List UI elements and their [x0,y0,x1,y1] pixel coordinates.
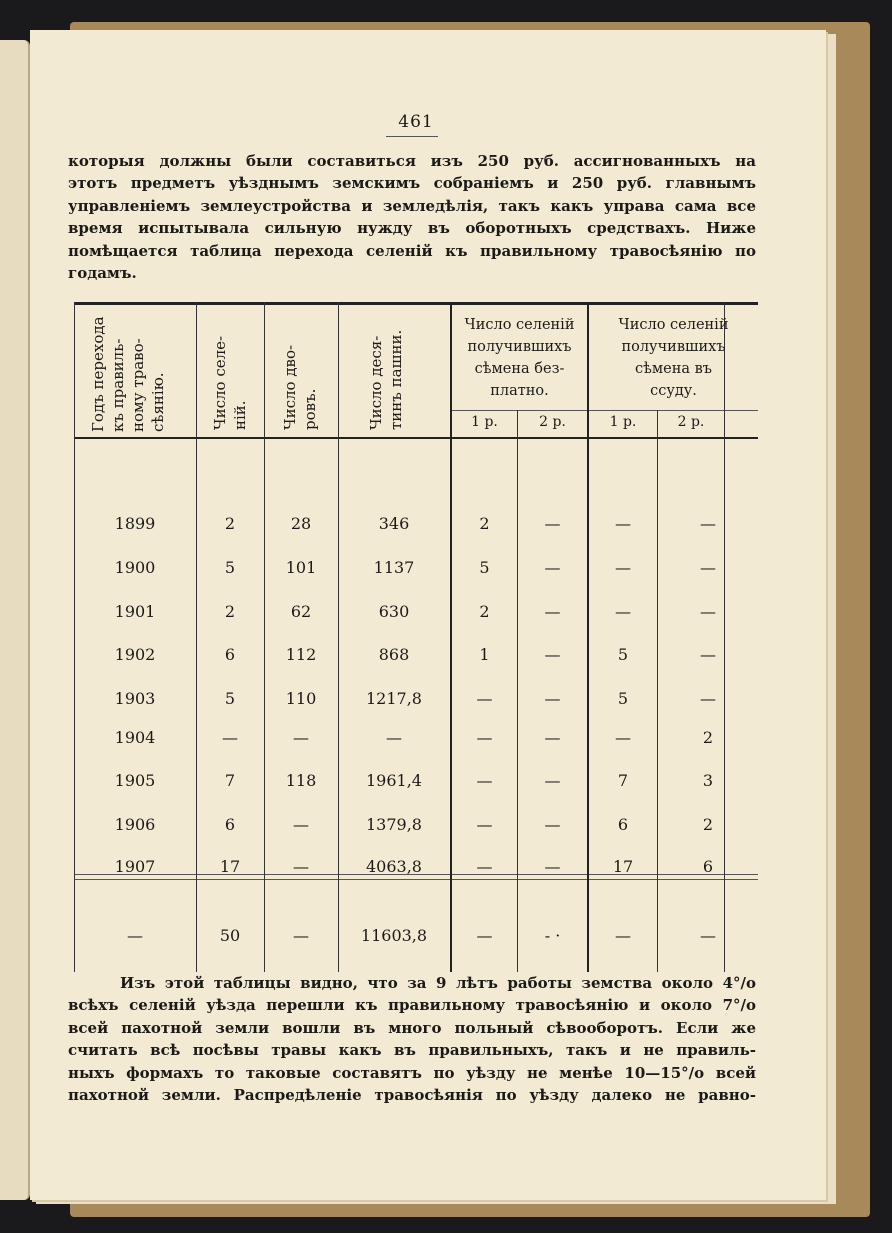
header-line: Число дво- [281,344,299,430]
facing-page-edge [0,40,30,1200]
table-cell: 630 [378,602,410,621]
table-cell: 1137 [373,558,415,577]
header-desyatins [366,320,406,430]
table-cell: — [476,857,493,876]
table-cell: 112 [285,645,317,664]
table-cell: 6 [224,645,236,664]
table-cell: 5 [617,645,629,664]
table-cell: — [544,645,561,664]
header-line: платно. [490,383,549,399]
table-cell: 6 [617,815,629,834]
table-cell: 7 [617,771,629,790]
page-number-underline [386,136,438,137]
table-cell: — [615,728,631,747]
table-cell: 5 [224,558,236,577]
year-cell: 1901 [114,602,156,621]
total-cell: — [476,926,493,945]
table-cell: 3 [702,771,714,790]
paragraph-top [68,150,756,284]
table-cell: — [222,728,238,747]
total-rule-2 [74,879,758,880]
table-cell: 2 [702,815,714,834]
header-villages [210,326,250,430]
header-line: къ правиль- [109,338,127,432]
table-cell: — [615,558,631,577]
table-cell: 62 [290,602,312,621]
table-cell: — [615,514,631,533]
text-line: помѣщается таблица перехода селеній къ правильному травосѣянію по [68,241,756,260]
total-cell: 50 [219,926,241,945]
header-line: ровъ. [301,388,319,430]
header-line: получившихъ [467,339,572,355]
text-line: этотъ предметъ уѣзднымъ земскимъ собраніемъ и 250 руб. главнымъ [68,174,756,193]
subheader-rule [452,410,758,411]
text-line: управленіемъ землеустройства и земледѣлія, такъ какъ управа сама все [68,196,756,215]
table-cell: 2 [479,602,490,621]
header-line: ному траво- [129,338,147,432]
text-line: ныхъ формахъ то таковые составятъ по уѣзду не менѣе 10—15°/o всей [68,1063,756,1082]
subheader-cell: 2 р. [539,414,566,430]
table-cell: — [476,689,493,708]
table-cell: — [615,602,631,621]
table-cell: 1217,8 [366,689,422,708]
table-cell: 2 [224,514,236,533]
table-cell: 1 [479,645,490,664]
table-cell: — [544,514,561,533]
table-cell: 7 [224,771,236,790]
text-line: Изъ этой таблицы видно, что за 9 лѣтъ работы земства около 4°/o [120,974,756,992]
header-line: тинъ пашни. [387,329,405,430]
table-cell: — [293,728,309,747]
total-cell: — [615,926,631,945]
subheader-cell: 1 р. [609,414,637,430]
table-cell: 17 [219,857,241,876]
year-cell: 1903 [114,689,156,708]
table-cell: — [544,728,561,747]
table-cell: 868 [378,645,410,664]
total-cell: — [293,926,309,945]
header-line: сѣянію. [149,372,167,432]
subheader-cell: 2 р. [677,414,705,430]
table-cell: 6 [702,857,714,876]
year-cell: 1902 [114,645,156,664]
table-cell: — [293,815,309,834]
table-cell: — [700,558,716,577]
header-line: сѣмена въ [634,361,713,377]
total-cell: — [127,926,143,945]
total-cell: - · [544,926,561,945]
table-cell: 28 [290,514,312,533]
header-line: Число селеній [464,317,575,333]
table-cell: — [476,771,493,790]
paragraph-bottom [68,972,756,1106]
total-cell: 11603,8 [360,926,428,945]
header-line: Число селеній [618,317,729,333]
table-cell: — [544,857,561,876]
book-page [30,30,826,1200]
table-cell: 5 [224,689,236,708]
table-cell: — [700,645,716,664]
table-cell: 2 [224,602,236,621]
header-line: Число селе- [211,335,229,430]
year-cell: 1904 [114,728,156,747]
table-cell: — [544,689,561,708]
year-cell: 1906 [114,815,156,834]
table-cell: 101 [285,558,317,577]
table-cell: 2 [479,514,490,533]
table-cell: 1379,8 [366,815,422,834]
total-cell: — [700,926,716,945]
table-cell: — [293,857,309,876]
text-line: которыя должны были составиться изъ 250 руб. ассигнованныхъ на [68,152,756,170]
table-cell: — [544,602,561,621]
table-cell: 1961,4 [366,771,422,790]
header-year [88,314,168,432]
table-cell: 5 [479,558,490,577]
table-cell: 110 [285,689,317,708]
table-cell: — [476,728,493,747]
text-line: пахотной земли. Распредѣленіе травосѣянія по уѣзду далеко не равно- [68,1086,756,1105]
year-cell: 1900 [114,558,156,577]
header-bottom-rule [74,437,758,439]
table-cell: 118 [285,771,317,790]
text-line: всей пахотной земли вошли въ много польный сѣвооборотъ. Если же [68,1018,756,1037]
header-line: ссуду. [650,383,697,399]
header-line: ній. [231,400,249,430]
page-number: 461 [398,112,434,132]
text-line: всѣхъ селеній уѣзда перешли къ правильному травосѣянію и около 7°/o [68,996,756,1015]
year-cell: 1907 [114,857,156,876]
year-cell: 1905 [114,771,156,790]
table-cell: — [700,689,716,708]
table-cell: — [544,771,561,790]
table-cell: — [544,558,561,577]
transition-table [74,302,758,972]
text-line: время испытывала сильную нужду въ оборотныхъ средствахъ. Ниже [68,219,756,238]
text-line: годамъ. [68,264,137,283]
header-line: сѣмена без- [474,361,565,377]
table-cell: — [386,728,402,747]
header-free-seeds [452,314,587,402]
table-cell: 6 [224,815,236,834]
header-households [280,332,320,430]
header-line: Число деся- [367,335,385,430]
table-cell: 5 [617,689,629,708]
table-cell: 4063,8 [366,857,422,876]
table-cell: — [700,602,716,621]
table-cell: — [476,815,493,834]
header-line: получившихъ [621,339,726,355]
table-cell: — [700,514,716,533]
table-cell: 346 [378,514,410,533]
table-top-rule [74,302,758,305]
table-cell: — [544,815,561,834]
subheader-cell: 1 р. [471,414,498,430]
text-line: считать всѣ посѣвы травы какъ въ правильныхъ, такъ и не правиль- [68,1041,756,1060]
header-line: Годъ перехода [89,316,107,432]
header-loan-seeds [589,314,758,402]
year-cell: 1899 [114,514,156,533]
table-cell: 2 [702,728,714,747]
table-cell: 17 [612,857,634,876]
